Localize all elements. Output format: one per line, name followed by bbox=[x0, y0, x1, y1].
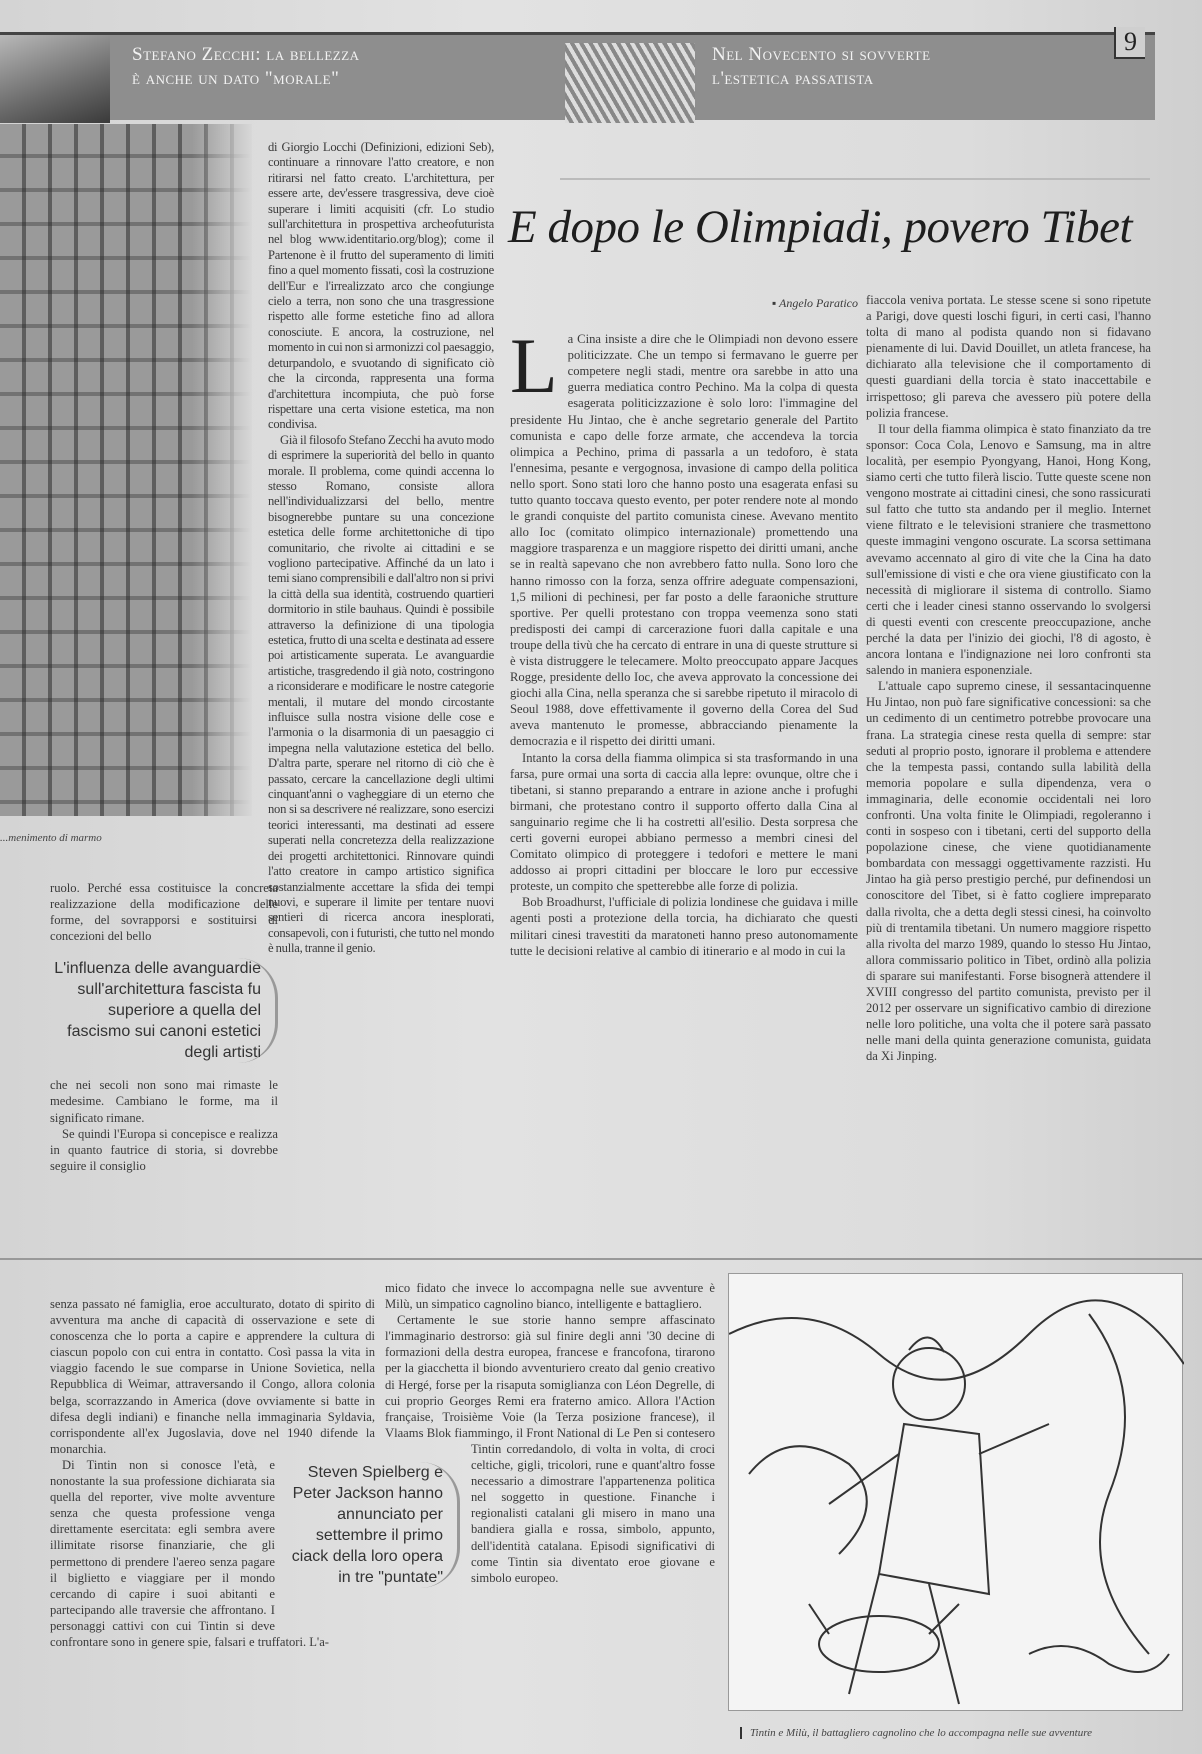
article-headline: E dopo le Olimpiadi, povero Tibet bbox=[508, 201, 1133, 253]
paragraph: di Giorgio Locchi (Definizioni, edizioni Seb), continuare a rinnovare l'atto creatore, e non ritirarsi nel fatto creato. L'architettura, per essere arte, dev'essere trasgressiva, deve cioè superare i limiti acquisiti (cfr. Lo studio sull'architettura in prospettiva archeofuturista nel blog www.identitario.org/blog); come il Partenone è il frutto del superamento di limiti fino a quel momento fissati, così la costruzione dell'Eur e l'irrealizzato arco che congiunge cielo a terra, non sono che una trasgressione rispetto alle forme estetiche fino ad allora conosciute. E ancora, la costruzione, nel momento in cui non si armonizzi col paesaggio, deturpandolo, e svuotando di significato ciò che la circonda, rappresenta una forma d'architettura incompiuta, che può forse rispettare una certa visione estetica, ma non condivisa. bbox=[268, 140, 494, 432]
tintin-illustration bbox=[728, 1273, 1183, 1711]
article-column-1 bbox=[510, 295, 858, 959]
paragraph: Di Tintin non si conosce l'età, e nonostante la sua professione dichiarata sia quella del reporter, vive molte avventure senza che questa professione venga direttamente esercitata: egli sembra avere illimitate risorse finanziarie, che gli permettono di prendere l'aereo senza pagare il biglietto e viaggiare per il mondo cercando di capire i suoi abitanti e partecipando alle traversie che affrontano. I personaggi cattivi con cui Tintin si deve confrontare sono in genere spie, falsari e truffatori. L'a- bbox=[50, 1457, 329, 1649]
paragraph: L'attuale capo supremo cinese, il sessantacinquenne Hu Jintao, non può fare significative concessioni: sa che un cedimento di un centimetro potrebbe provocare una frana. La strategia cinese resta quella di sempre: star seduti al proprio posto, ignorare il problema e attendere che la tempesta passi, contando sulla labilità della memoria popolare e sulla dipendenza, vera o immaginaria, delle economie occidentali nei loro confronti. Una volta finite le Olimpiadi, regoleranno i conti in sospeso con i tibetani, certi del supporto della popolazione cinese, che viene quotidianamente bombardata con messaggi oggettivamente razzisti. Hu Jintao ha già perso prestigio perché, pur definendosi un conoscitore del Tibet, si è fatto cogliere impreparato dalla rivolta, che a detta degli stessi cinesi, ha coinvolto più di trentamila tibetani. Un numero maggiore rispetto alla rivolta del marzo 1989, quando lo stesso Hu Jintao, allora commissario politico in Tibet, ordinò alla polizia di sparare sui manifestanti. Forse bisognerà attendere il XVIII congresso del partito comunista, previsto per il 2012 per osservare un significativo cambio di direzione nelle loro politiche, una volta che il potere sarà passato nelle mani della quinta generazione comunista, guidata da Xi Jinping. bbox=[866, 679, 1151, 1064]
byline-author: Angelo Paratico bbox=[779, 296, 858, 310]
header-left-title bbox=[132, 43, 360, 91]
tintin-drawing-icon bbox=[729, 1274, 1184, 1712]
byline: ▪ Angelo Paratico bbox=[771, 296, 858, 310]
paragraph: a Cina insiste a dire che le Olimpiadi non devono essere politicizzate. Che un tempo si fermavano le guerre per competere negli stadi, mentre ora sarebbe in atto una guerra mediatica contro Pechino. Ma la colpa di questa esagerata politicizzazione è solo loro: l'immagine del presidente Hu Jintao, che è anche segretario generale del Partito comunista e capo delle forze armate, che accendeva la torcia olimpica a Pechino, prima di passarla a un tedoforo, è stata l'ennesima, pesante e vergognosa, invasione di campo della politica nello sport. Sono stati loro che hanno posto una esagerata enfasi su tutto quanto toccava questo evento, per poter rendere note al mondo le grandi conquiste del partito comunista cinese. Avevano mentito allo Ioc (comitato olimpico internazionale) promettendo una maggiore trasparenza e un maggiore rispetto dei diritti umani, anche se in realtà sapevano che non avrebbero fatto nulla. Sono loro che hanno rimosso con la forza, senza offrire adeguate compensazioni, 1,5 milioni di pechinesi, per far posto a delle faraoniche strutture sportive. Per quelli protestano con troppa veemenza sono stati predisposti dei campi di carcerazione fuori dalla capitale e una troupe della tivù che ha cercato di entrare in una di queste strutture si è vista distruggere le telecamere. Molto preoccupato appare Jacques Rogge, presidente dello Ioc, che aveva approvato la concessione dei giochi alla Cina, nella speranza che si sarebbe ripetuto il miracolo di Seoul 1988, dove effettivamente il governo della Corea del Sud aveva mantenuto le promesse, abbracciando pienamente la democrazia e il rispetto dei diritti umani. bbox=[510, 332, 858, 749]
headline-rule bbox=[560, 178, 1150, 180]
paragraph: ruolo. Perché essa costituisce la concreta realizzazione della modificazione delle forme, del sovrapporsi e sostituirsi di concezioni del bello bbox=[50, 881, 278, 944]
header-left-line2: è anche un dato "morale" bbox=[132, 68, 340, 89]
paragraph: Il tour della fiamma olimpica è stato finanziato da tre sponsor: Coca Cola, Lenovo e Samsung, ma in altre località, per esempio Pyongyang, Hanoi, Hong Kong, siamo certi che tutto filerà liscio. Tutte queste scene non vengono mostrate ai cittadini cinesi, che sono rassicurati sul fatto che tutto sta andando per il meglio. Internet viene filtrato e le televisioni straniere che trasmettono queste immagini vengono oscurate. La scorsa settimana avevamo accennato al giro di vite che la Cina ha dato sull'emissione di visti e che ora viene giustificato con la necessità di migliorare il sistema di controllo. Siamo certi che i leader cinesi stanno osservando lo svolgersi di questi eventi con crescente preoccupazione, anche perché la data per l'inizio dei giochi, l'8 di agosto, è ancora lontana e l'indignazione nei loro confronti sta salendo in maniera esponenziale. bbox=[866, 421, 1151, 678]
header-right-line2: l'estetica passatista bbox=[712, 68, 874, 89]
photo-caption: ...menimento di marmo bbox=[0, 832, 102, 844]
header-right-title bbox=[712, 43, 931, 91]
aqueduct-photo bbox=[0, 124, 252, 816]
paragraph: Intanto la corsa della fiamma olimpica si sta trasformando in una farsa, pure ormai una sorta di caccia alla lepre: ovunque, oltre che i tibetani, si stanno preparando a entrare in azione anche i profughi birmani, che protestano contro il supporto offerto dalla Cina al sanguinario regime che li ha costretti all'esilio. Desta sorpresa che certi governi europei abbiano permesso a membri cinesi del Comitato olimpico di proteggere i tedofori e mettere le mani addosso ai propri cittadini per bloccare le loro pur eccessive proteste, un compito che spetterebbe alle forze di polizia. bbox=[510, 750, 858, 894]
left-column-1 bbox=[50, 880, 278, 1174]
paragraph: che nei secoli non sono mai rimaste le medesime. Cambiano le forme, ma il significato rimane. bbox=[50, 1078, 278, 1125]
tintin-caption: Tintin e Milù, il battagliero cagnolino che lo accompagna nelle sue avventure bbox=[740, 1727, 1180, 1739]
section-divider bbox=[0, 1258, 1202, 1260]
paragraph: Già il filosofo Stefano Zecchi ha avuto modo di esprimere la superiorità del bello in quanto morale. Il problema, come quindi accenna lo stesso Romano, consiste allora nell'individualizzarsi del bello, mentre bisognerebbe puntare su una concezione estetica delle forme architettoniche di tipo comunitario, che rivolte ai cittadini e se vogliono partecipative. Affinché da un lato i temi siano comprensibili e dall'altro non si privi la città della sua identità, costruendo quartieri dormitorio in stile bauhaus. Quindi è possibile attraverso la definizione di una tipologia estetica, frutto di una scelta e destinata ad essere poi artisticamente superata. Le avanguardie artistiche, trasgredendo il già noto, costringono a riconsiderare e modificare le nostre categorie mentali, il mutare del mondo circostante influisce sulla nostra visione delle cose e l'armonia o la disarmonia di un paesaggio ci impegna nella valutazione estetica del bello. D'altra parte, sperare nel ritorno di ciò che è passato, cercare la cancellazione degli ultimi cinquant'anni o vagheggiare di un eterno che non si sa descrivere né realizzare, sono esercizi teorici interessanti, ma destinati ad essere superati nella concretezza della realizzazione dei progetti architettonici. Rinnovare quindi l'atto creatore in campo artistico significa sostanzialmente accettare la sfida dei tempi nuovi, e superare il limite per tentare nuovi sentieri di ricerca ancora inesplorati, consapevoli, con i futuristi, che tutto nel mondo è nulla, tranne il genio. bbox=[268, 432, 494, 956]
tintin-pull-quote: Steven Spielberg e Peter Jackson hanno annunciato per settembre il primo ciack della loro opera in tre "puntate" bbox=[280, 1462, 460, 1588]
pull-quote: L'influenza delle avanguardie sull'architettura fascista fu superiore a quella del fascismo sui canoni estetici degli artisti bbox=[50, 958, 278, 1063]
author-photo bbox=[0, 35, 110, 123]
page-number: 9 bbox=[1114, 27, 1145, 59]
section-header bbox=[0, 27, 1155, 120]
paragraph: Se quindi l'Europa si concepisce e realizza in quanto fautrice di storia, si dovrebbe seguire il consiglio bbox=[50, 1126, 278, 1173]
paragraph: fiaccola veniva portata. Le stesse scene si sono ripetute a Parigi, dove questi loschi figuri, in certi casi, l'hanno tolta di mano al podista quando non si fidavano pienamente di lui. David Douillet, un atleta francese, ha dichiarato alla televisione che il comportamento di questi guardiani della torcia è stato inaccettabile e irrispettoso; gli pareva che avessero più potere della polizia francese. bbox=[866, 293, 1151, 420]
left-column-2 bbox=[268, 140, 494, 957]
article-column-2 bbox=[866, 292, 1151, 1065]
paragraph: Bob Broadhurst, l'ufficiale di polizia londinese che guidava i mille agenti posti a protezione della torcia, ha dichiarato che questi militari cinesi travestiti da maratoneti hanno preso autonomamente tutte le decisioni relative al cambio di itinerario e al modo in cui la bbox=[510, 895, 858, 958]
header-left-line1: Stefano Zecchi: la bellezza bbox=[132, 44, 360, 65]
paragraph: mico fidato che invece lo accompagna nelle sue avventure è Milù, un simpatico cagnolino bianco, intelligente e battagliero. bbox=[385, 1281, 715, 1312]
drop-cap: L bbox=[510, 322, 558, 410]
building-image bbox=[565, 43, 695, 123]
header-right-line1: Nel Novecento si sovverte bbox=[712, 44, 931, 65]
paragraph: senza passato né famiglia, eroe acculturato, dotato di spirito di avventura ma anche di capacità di osservazione e sete di conoscenza che lo porta a capire e apprendere la cultura di ciascun popolo con cui entra in contatto. Così passa la vita in viaggio facendo le sue comparse in Unione Sovietica, nella Repubblica di Weimar, attraversando il Congo, allora colonia belga, scorrazzando in America (dove ovviamente si batte in difesa degli indiani) e finanche nella immaginaria Syldavia, corrispondente all'ex Jugoslavia, dove nel 1940 difende la monarchia. bbox=[50, 1297, 375, 1456]
paragraph: Certamente le sue storie hanno sempre affascinato l'immaginario destrorso: già sul finire degli anni '30 decine di formazioni della destra europea, francese e francofona, tirarono per la giacchetta il biondo avventuriero creato dal genio creativo di Hergé, forse per la risaputa somiglianza con Léon Degrelle, di cui proprio Georges Remi era fraterno amico. Allora l'Action française, Troisième Voie (la Terza posizione francese), il Vlaams Blok fiammingo, il Front National di Le Pen si contesero Tintin corredandolo, di volta in volta, di croci celtiche, gigli, tricolori, rune e quant'altro fosse necessario a dimostrare l'appartenenza politica nel soggetto in questione. Finanche i regionalisti catalani gli misero in mano una bandiera gialla e rossa, simbolo, appunto, dell'identità catalana. Episodi significativi di come Tintin sia diventato eroe giovane e simbolo europeo. bbox=[385, 1313, 715, 1585]
